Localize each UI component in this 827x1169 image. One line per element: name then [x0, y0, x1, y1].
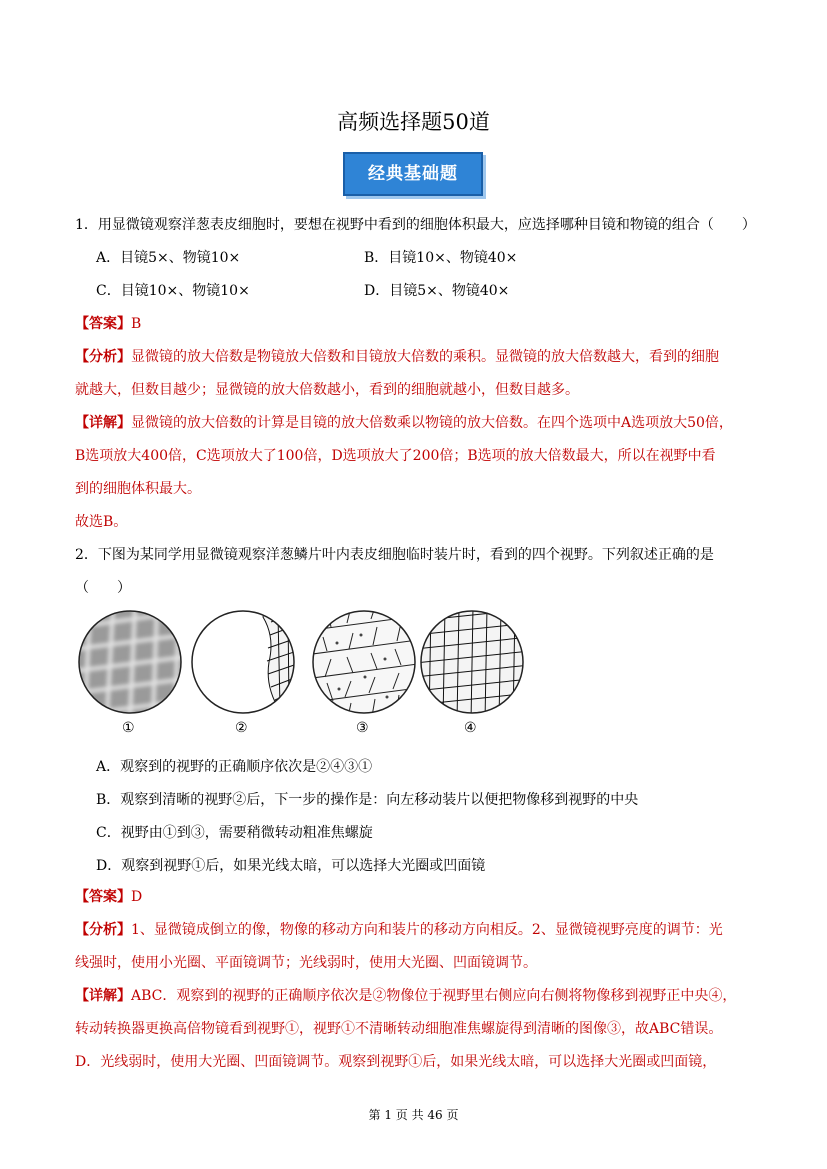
q1-option-c: C．目镜10×、物镜10×: [96, 283, 250, 299]
q2-analysis-line-2: 线强时，使用小光圈、平面镜调节；光线弱时，使用大光圈、凹面镜调节。: [75, 955, 537, 971]
q1-option-d: D．目镜5×、物镜40×: [364, 283, 510, 299]
q1-detail-line-1: [75, 412, 733, 432]
q1-detail-tag: 【详解】: [75, 415, 131, 431]
q1-detail-text-1: 显微镜的放大倍数的计算是目镜的放大倍数乘以物镜的放大倍数。在四个选项中A选项放大50倍，: [131, 415, 733, 431]
field-label-3: ③: [356, 720, 369, 736]
q1-answer-tag: 【答案】: [75, 316, 131, 332]
q1-option-a: A．目镜5×、物镜10×: [96, 250, 241, 266]
q2-detail-line-1: [75, 985, 736, 1005]
field-3-clear: [305, 607, 425, 725]
q2-analysis-text-1: 1、显微镜成倒立的像，物像的移动方向和装片的移动方向相反。2、显微镜视野亮度的调节：光: [131, 922, 723, 938]
q1-conclusion: 故选B。: [75, 514, 128, 530]
page-title: 高频选择题50道: [337, 110, 490, 134]
q1-answer: [75, 313, 141, 333]
q1-stem: 1．用显微镜观察洋葱表皮细胞时，要想在视野中看到的细胞体积最大，应选择哪种目镜和物镜的组合（ ）: [75, 217, 756, 233]
field-label-1: ①: [122, 720, 135, 736]
field-4-small-cells: [415, 607, 530, 722]
q2-option-c: C．视野由①到③，需要稍微转动粗准焦螺旋: [96, 825, 373, 841]
field-2-offcenter: [192, 607, 300, 713]
q2-answer-value: D: [131, 889, 143, 905]
q2-detail-line-2: 转动转换器更换高倍物镜看到视野①，视野①不清晰转动细胞准焦螺旋得到清晰的图像③，故ABC错误。: [75, 1021, 723, 1037]
q2-stem-line-1: 2．下图为某同学用显微镜观察洋葱鳞片叶内表皮细胞临时装片时，看到的四个视野。下列叙述正确的是: [75, 547, 714, 563]
microscope-fields-figure: [75, 607, 535, 737]
field-label-4: ④: [464, 720, 477, 736]
q2-detail-text-1: ABC．观察到的视野的正确顺序依次是②物像位于视野里右侧应向右侧将物像移到视野正中央④，: [131, 988, 737, 1004]
q2-option-a: A．观察到的视野的正确顺序依次是②④③①: [96, 759, 373, 775]
q2-option-d: D．观察到视野①后，如果光线太暗，可以选择大光圈或凹面镜: [96, 858, 486, 874]
q2-detail-line-3: D．光线弱时，使用大光圈、凹面镜调节。观察到视野①后，如果光线太暗，可以选择大光圈或凹面镜，: [75, 1054, 717, 1070]
field-1-blurry: [75, 607, 185, 717]
q1-analysis-line-2: 就越大，但数目越少；显微镜的放大倍数越小，看到的细胞就越小，但数目越多。: [75, 382, 579, 398]
q2-answer: [75, 886, 142, 906]
q1-analysis-tag: 【分析】: [75, 349, 131, 365]
page-footer: 第 1 页 共 46 页: [368, 1108, 459, 1122]
q1-analysis-text-1: 显微镜的放大倍数是物镜放大倍数和目镜放大倍数的乘积。显微镜的放大倍数越大，看到的细胞: [131, 349, 719, 365]
q1-answer-value: B: [131, 316, 142, 332]
banner-label: 经典基础题: [368, 164, 458, 184]
q1-detail-line-3: 到的细胞体积最大。: [75, 481, 201, 497]
q2-detail-tag: 【详解】: [75, 988, 131, 1004]
section-banner: [343, 152, 483, 196]
q1-detail-line-2: B选项放大400倍，C选项放大了100倍，D选项放大了200倍；B选项的放大倍数最大，所以在视野中看: [75, 448, 716, 464]
q2-answer-tag: 【答案】: [75, 889, 131, 905]
q2-analysis-line-1: [75, 919, 723, 939]
q2-analysis-tag: 【分析】: [75, 922, 131, 938]
q2-stem-line-2: （ ）: [75, 580, 131, 596]
q1-analysis-line-1: [75, 346, 719, 366]
field-label-2: ②: [235, 720, 248, 736]
q2-option-b: B．观察到清晰的视野②后，下一步的操作是：向左移动装片以便把物像移到视野的中央: [96, 792, 639, 808]
q1-option-b: B．目镜10×、物镜40×: [364, 250, 518, 266]
